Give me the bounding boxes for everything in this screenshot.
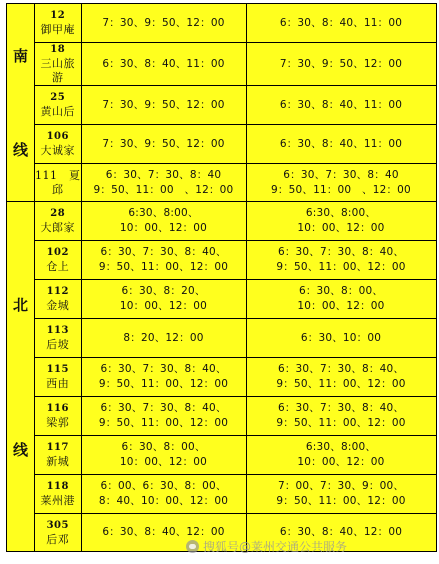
route-name: 后坡 xyxy=(46,338,70,351)
bus-schedule-table xyxy=(6,3,437,552)
route-number: 117 xyxy=(46,442,69,453)
route-row xyxy=(7,436,437,475)
departure-times-b: 7：00、7：30、9：00、 9：50、11：00、12：00 xyxy=(246,475,436,514)
departure-times-b: 6：30、8：00、 10：00、12：00 xyxy=(246,280,436,319)
route-number: 112 xyxy=(46,286,69,297)
departure-times-b: 6:30、8:00、 10：00、12：00 xyxy=(246,436,436,475)
sohu-logo-icon xyxy=(186,540,199,553)
departure-times-a: 8：20、12：00 xyxy=(81,319,246,358)
route-label xyxy=(35,43,82,86)
departure-times-a: 7：30、9：50、12：00 xyxy=(81,86,246,125)
route-label xyxy=(35,358,82,397)
departure-times-a: 6：30、7：30、8：40、 9：50、11：00、12：00 xyxy=(81,241,246,280)
route-name: 后邓 xyxy=(46,532,70,546)
route-name: 御甲庵 xyxy=(40,23,75,36)
departure-times-b: 6：30、10：00 xyxy=(246,319,436,358)
route-row xyxy=(7,125,437,164)
route-name: 三山旅游 xyxy=(40,57,75,84)
route-row xyxy=(7,358,437,397)
route-label xyxy=(35,475,82,514)
route-label xyxy=(35,86,82,125)
departure-times-b: 6：30、8：40、11：00 xyxy=(246,4,436,43)
route-name: 仓上 xyxy=(46,260,70,273)
route-row xyxy=(7,475,437,514)
route-number: 102 xyxy=(46,247,69,258)
departure-times-b: 6:30、8:00、 10：00、12：00 xyxy=(246,202,436,241)
south-line-label: 南 线 xyxy=(7,4,35,202)
route-label: 111 夏 邱 xyxy=(35,164,82,202)
departure-times-a: 6：30、7：30、8：40、 9：50、11：00、12：00 xyxy=(81,397,246,436)
departure-times-a: 6:30、8:00、 10：00、12：00 xyxy=(81,202,246,241)
departure-times-a: 6：30、7：30、8：40、 9：50、11：00、12：00 xyxy=(81,358,246,397)
departure-times-a: 7：30、9：50、12：00 xyxy=(81,4,246,43)
route-label xyxy=(35,397,82,436)
route-name: 金城 xyxy=(46,299,70,312)
route-row xyxy=(7,4,437,43)
route-number: 115 xyxy=(46,364,69,375)
departure-times-b: 6：30、8：40、11：00 xyxy=(246,125,436,164)
route-number: 118 xyxy=(46,481,69,492)
departure-times-b: 6：30、8：40、11：00 xyxy=(246,86,436,125)
route-label xyxy=(35,4,82,43)
route-name: 黄山后 xyxy=(40,105,75,118)
route-label xyxy=(35,436,82,475)
route-row xyxy=(7,202,437,241)
route-number: 106 xyxy=(46,131,69,142)
route-number: 25 xyxy=(50,92,66,103)
departure-times-b: 6：30、7：30、8：40、 9：50、11：00、12：00 xyxy=(246,358,436,397)
departure-times-a: 6：30、8：40、12：00 xyxy=(81,514,246,552)
north-line-label: 北 线 xyxy=(7,202,35,552)
route-number: 12 xyxy=(50,10,66,21)
watermark-text: 搜狐号@莱州交通公共服务 xyxy=(203,539,348,554)
departure-times-a: 6：30、8：00、 10：00、12：00 xyxy=(81,436,246,475)
departure-times-b: 7：30、9：50、12：00 xyxy=(246,43,436,86)
route-row xyxy=(7,241,437,280)
route-row xyxy=(7,397,437,436)
route-name: 大诚家 xyxy=(40,144,75,157)
route-label xyxy=(35,280,82,319)
route-label xyxy=(35,241,82,280)
watermark xyxy=(186,537,347,555)
departure-times-a: 6：00、6：30、8：00、 8：40、10：00、12：00 xyxy=(81,475,246,514)
route-number: 116 xyxy=(46,403,69,414)
route-number: 113 xyxy=(46,325,69,336)
departure-times-b: 6：30、7：30、8：40、 9：50、11：00、12：00 xyxy=(246,241,436,280)
route-label xyxy=(35,514,82,552)
route-row xyxy=(7,43,437,86)
route-number: 18 xyxy=(50,44,66,55)
route-label xyxy=(35,125,82,164)
route-label xyxy=(35,319,82,358)
departure-times-a: 6：30、8：20、 10：00、12：00 xyxy=(81,280,246,319)
departure-times-a: 6：30、8：40、11：00 xyxy=(81,43,246,86)
route-number: 28 xyxy=(50,208,66,219)
departure-times-b: 6：30、7：30、8：40、 9：50、11：00、12：00 xyxy=(246,397,436,436)
route-name: 新城 xyxy=(46,455,70,468)
route-row xyxy=(7,319,437,358)
route-name: 梁郭 xyxy=(46,416,70,429)
route-label xyxy=(35,202,82,241)
route-row xyxy=(7,280,437,319)
departure-times-b: 6：30、8：40、12：00 xyxy=(246,514,436,552)
route-row xyxy=(7,86,437,125)
route-number: 305 xyxy=(46,519,69,531)
departure-times-a: 7：30、9：50、12：00 xyxy=(81,125,246,164)
route-name: 西由 xyxy=(46,377,70,390)
route-name: 莱州港 xyxy=(40,494,75,507)
route-name: 大郎家 xyxy=(40,221,75,234)
route-row xyxy=(7,164,437,202)
departure-times-b: 6：30、7：30、8：40 9：50、11：00 、12：00 xyxy=(246,164,436,202)
departure-times-a: 6：30、7：30、8：40 9：50、11：00 、12：00 xyxy=(81,164,246,202)
